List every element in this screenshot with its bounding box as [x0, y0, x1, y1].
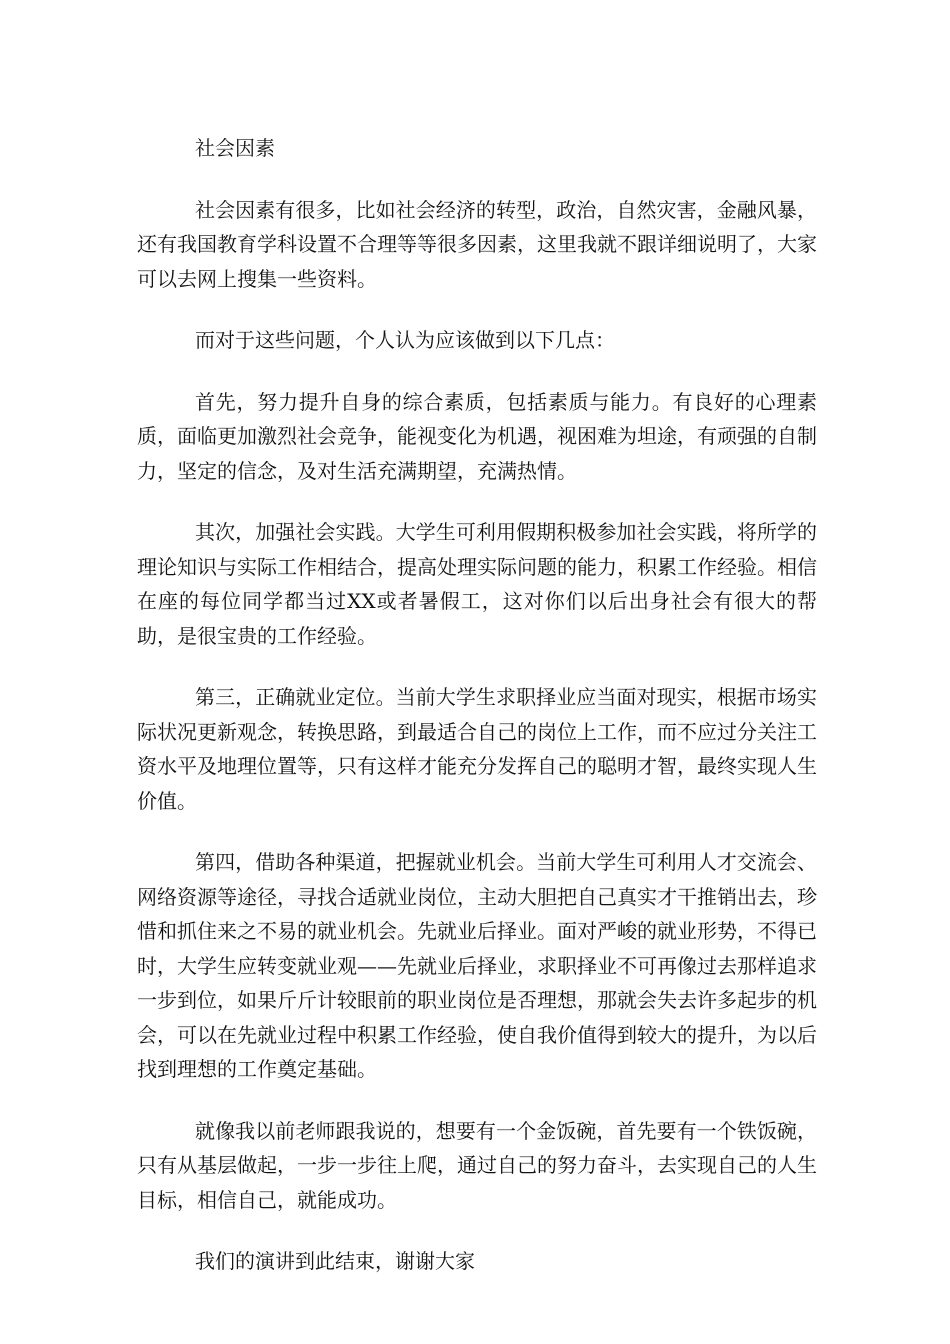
paragraph-intro-points: 而对于这些问题，个人认为应该做到以下几点：: [195, 328, 615, 352]
paragraph-closing: 我们的演讲到此结束，谢谢大家: [195, 1249, 475, 1273]
paragraph-teacher-advice: 就像我以前老师跟我说的，想要有一个金饭碗，首先要有一个铁饭碗，只有从基层做起，一步一步往上爬，通过自己的努力奋斗，去实现自己的人生目标，相信自己，就能成功。: [137, 1118, 817, 1212]
document-body: [137, 131, 817, 1306]
paragraph-point-third: 第三，正确就业定位。当前大学生求职择业应当面对现实，根据市场实际状况更新观念，转换思路，到最适合自己的岗位上工作，而不应过分关注工资水平及地理位置等，只有这样才能充分发挥自己的聪明才智，最终实现人生价值。: [137, 685, 817, 813]
section-heading: 社会因素: [195, 136, 275, 160]
paragraph-point-second: 其次，加强社会实践。大学生可利用假期积极参加社会实践，将所学的理论知识与实际工作相结合，提高处理实际问题的能力，积累工作经验。相信在座的每位同学都当过XX或者暑假工，这对你们以后出身社会有很大的帮助，是很宝贵的工作经验。: [137, 520, 817, 648]
paragraph-point-first: 首先，努力提升自身的综合素质，包括素质与能力。有良好的心理素质，面临更加激烈社会竞争，能视变化为机遇，视困难为坦途，有顽强的自制力，坚定的信念，及对生活充满期望，充满热情。: [137, 389, 817, 483]
paragraph-point-fourth: 第四，借助各种渠道，把握就业机会。当前大学生可利用人才交流会、网络资源等途径，寻找合适就业岗位，主动大胆把自己真实才干推销出去，珍惜和抓住来之不易的就业机会。先就业后择业。面对严峻的就业形势，不得已时，大学生应转变就业观——先就业后择业，求职择业不可再像过去那样追求一步到位，如果斤斤计较眼前的职业岗位是否理想，那就会失去许多起步的机会，可以在先就业过程中积累工作经验，使自我价值得到较大的提升，为以后找到理想的工作奠定基础。: [137, 850, 817, 1081]
paragraph-social-factors: 社会因素有很多，比如社会经济的转型，政治，自然灾害，金融风暴，还有我国教育学科设置不合理等等很多因素，这里我就不跟详细说明了，大家可以去网上搜集一些资料。: [137, 197, 817, 291]
